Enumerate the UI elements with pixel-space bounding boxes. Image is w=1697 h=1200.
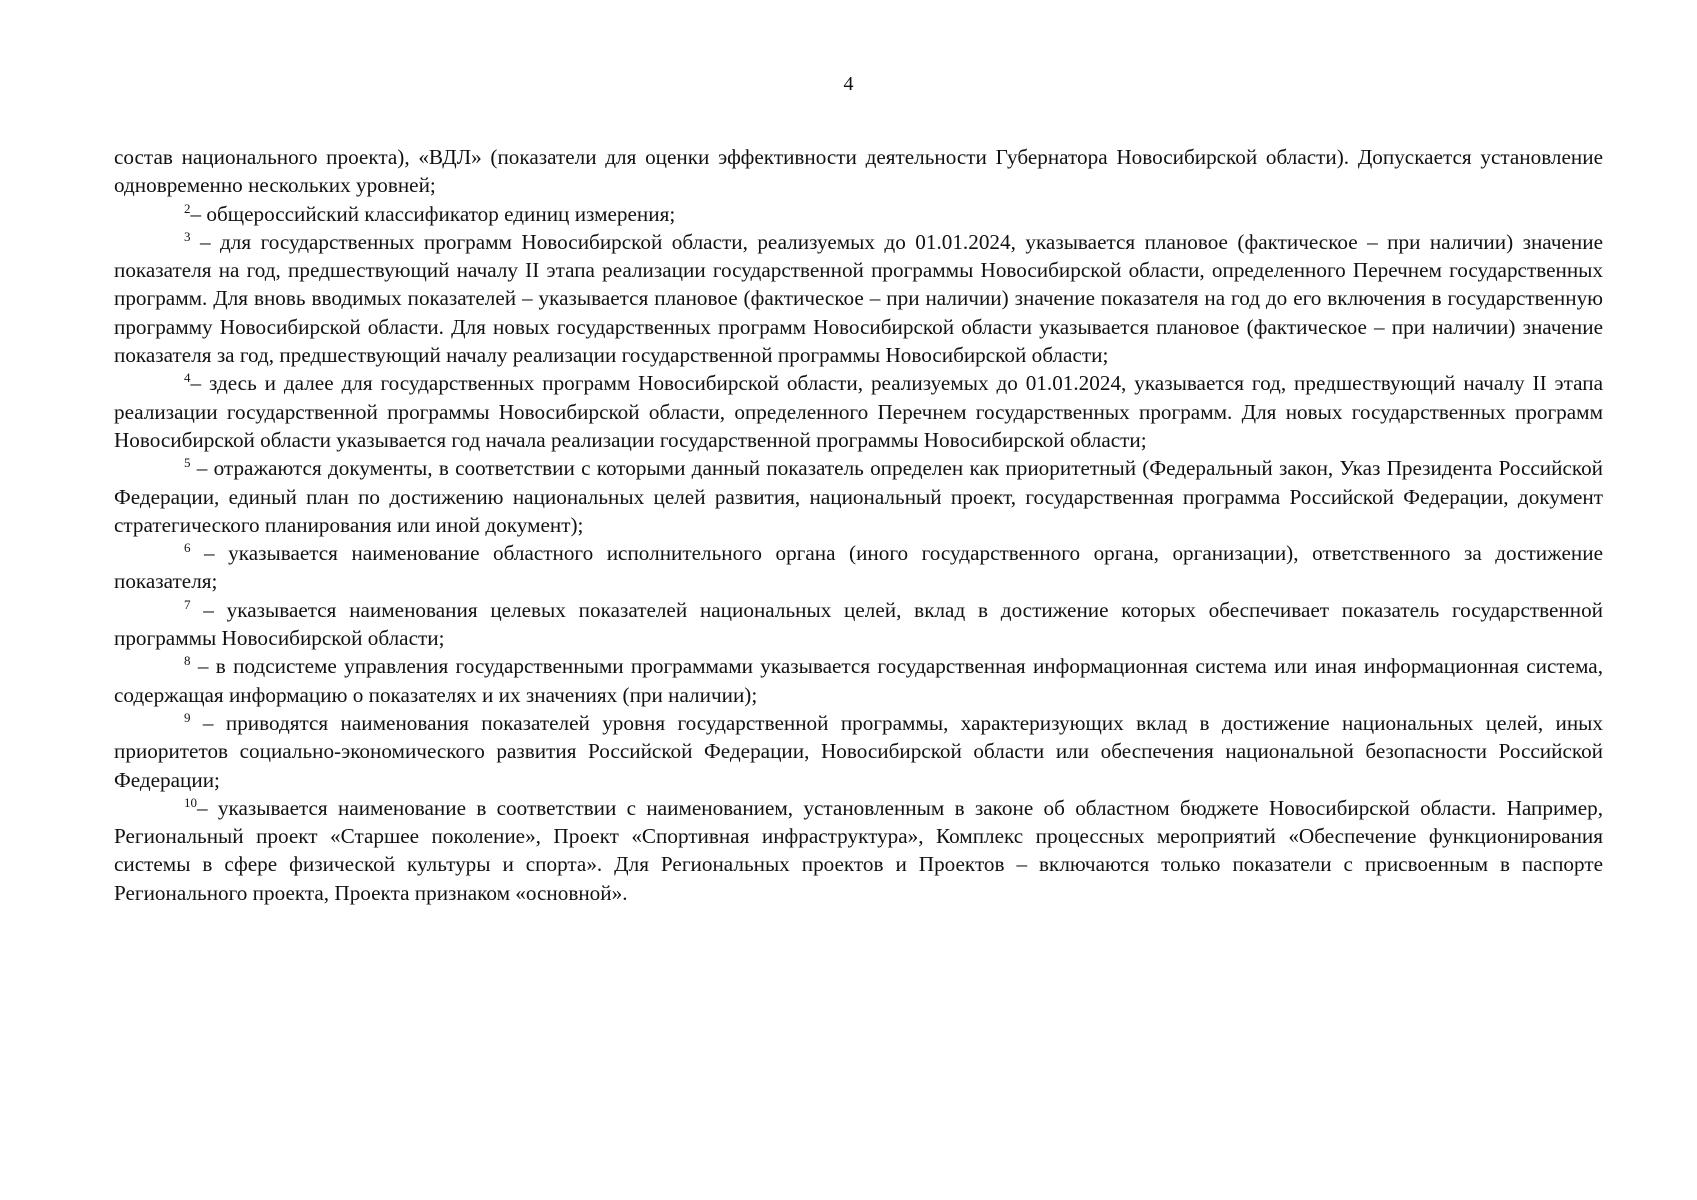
footnote-7	[114, 596, 1603, 653]
footnote-marker: 5	[184, 455, 191, 471]
footnote-3	[114, 228, 1603, 369]
footnote-text: – для государственных программ Новосибирской области, реализуемых до 01.01.2024, указывается плановое (фактическое – при наличии) значение показателя на год, предшествующий началу II этапа реализации государственной программы Новосибирской области, определенного Перечнем государственных программ. Для вновь вводимых показателей – указывается плановое (фактическое – при наличии) значение показателя на год до его включения в государственную программу Новосибирской области. Для новых государственных программ Новосибирской области указывается плановое (фактическое – при наличии) значение показателя за год, предшествующий началу реализации государственной программы Новосибирской области;	[114, 229, 1604, 368]
footnote-10	[114, 794, 1603, 907]
footnote-text: – в подсистеме управления государственными программами указывается государственная информационная система или иная информационная система, содержащая информацию о показателях и их значениях (при наличии);	[114, 654, 1604, 707]
footnote-9	[114, 709, 1603, 794]
footnote-8	[114, 652, 1603, 709]
footnote-text: – отражаются документы, в соответствии с которыми данный показатель определен как приоритетный (Федеральный закон, Указ Президента Российской Федерации, единый план по достижению национальных целей развития, национальный проект, государственная программа Российской Федерации, документ стратегического планирования или иной документ);	[114, 456, 1603, 537]
footnote-marker: 6	[184, 540, 191, 556]
footnote-text: – общероссийский классификатор единиц измерения;	[190, 201, 676, 226]
footnote-marker: 4	[184, 370, 191, 386]
footnote-text: – указывается наименования целевых показателей национальных целей, вклад в достижение которых обеспечивает показатель государственной программы Новосибирской области;	[114, 597, 1604, 651]
footnote-marker: 7	[184, 596, 191, 612]
footnote-2	[114, 200, 1603, 228]
footnote-text: – указывается наименование в соответствии с наименованием, установленным в законе об областном бюджете Новосибирской области. Например, Региональный проект «Старшее поколение», Проект «Спортивная инфраструктура», Комплекс процессных мероприятий «Обеспечение функционирования системы в сфере физической культуры и спорта». Для Региональных проектов и Проектов – включаются только показатели с присвоенным в паспорте Регионального проекта, Проекта признаком «основной».	[114, 795, 1603, 905]
footnote-5	[114, 454, 1603, 539]
footnote-marker: 2	[184, 200, 191, 216]
footnote-text: – здесь и далее для государственных программ Новосибирской области, реализуемых до 01.01.2024, указывается год, предшествующий началу II этапа реализации государственной программы Новосибирской области, определенного Перечнем государственных программ. Для новых государственных программ Новосибирской области указывается год начала реализации государственной программы Новосибирской области;	[114, 371, 1603, 452]
page-number: 4	[843, 73, 854, 95]
footnote-marker: 9	[184, 709, 191, 725]
footnotes-section	[114, 143, 1603, 907]
continuation-paragraph: состав национального проекта), «ВДЛ» (показатели для оценки эффективности деятельности Губернатора Новосибирской области). Допускается установление одновременно нескольких уровней;	[114, 145, 1603, 198]
footnote-marker: 3	[184, 228, 191, 244]
footnote-text: – указывается наименование областного исполнительного органа (иного государственного органа, организации), ответственного за достижение показателя;	[114, 541, 1603, 594]
footnote-marker: 10	[184, 794, 197, 810]
footnote-6	[114, 539, 1603, 596]
footnote-marker: 8	[184, 653, 191, 669]
footnote-text: – приводятся наименования показателей уровня государственной программы, характеризующих вклад в достижение национальных целей, иных приоритетов социально-экономического развития Российской Федерации, Новосибирской области или обеспечения национальной безопасности Российской Федерации;	[114, 710, 1604, 792]
footnote-4	[114, 369, 1603, 454]
